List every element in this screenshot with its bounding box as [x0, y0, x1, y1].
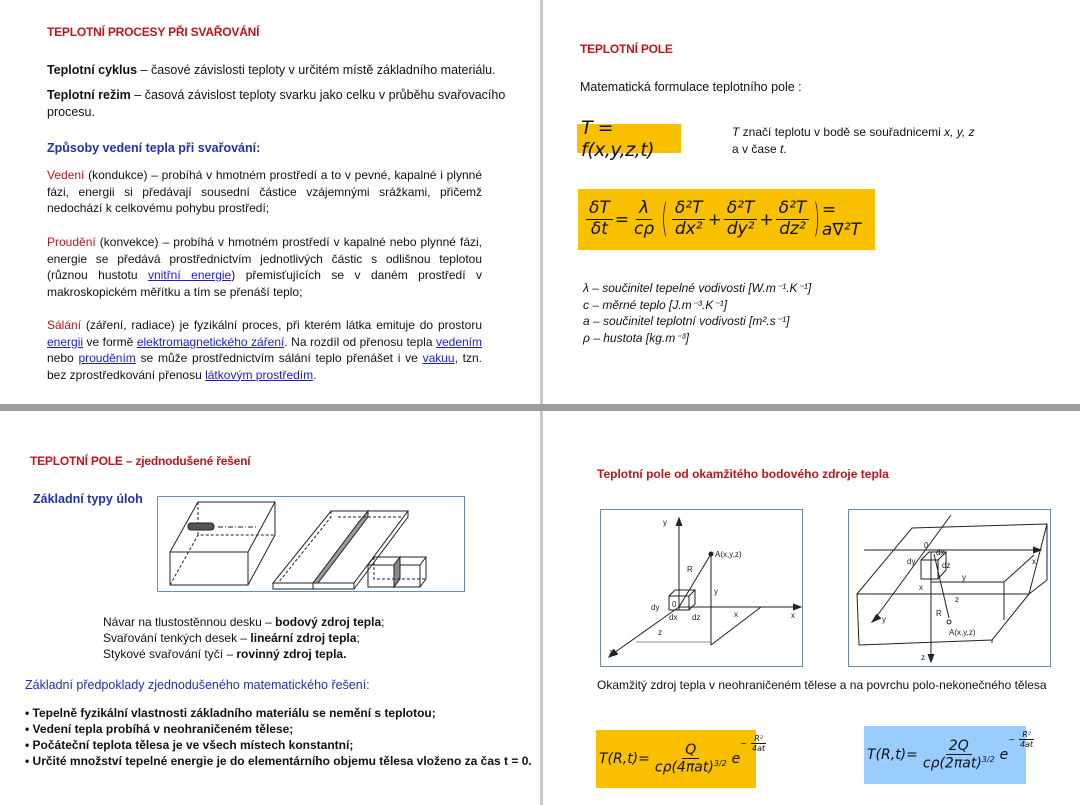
fb-exp-frac — [1017, 730, 1036, 749]
x-value-label-2: x — [919, 583, 923, 592]
conduction-link[interactable]: vedením — [435, 334, 482, 349]
case-3-pre: Stykové svařování tyčí – — [103, 647, 237, 661]
eq-t3-den: dz² — [779, 219, 806, 239]
heat-source-types-figure — [157, 496, 465, 592]
eq-t1-num: δ²T — [672, 199, 706, 220]
fb-fraction — [920, 738, 998, 772]
fa-lhs: T(R,t)= — [599, 751, 650, 767]
dx-label-2: dx — [936, 548, 945, 557]
case-1-pre: Návar na tlustostěnnou desku – — [103, 615, 276, 629]
dy-label-2: dy — [907, 557, 916, 566]
cycle-term: Teplotní cyklus — [47, 63, 138, 77]
eq-t1-den: dx² — [674, 219, 703, 239]
infinite-body-drawing — [601, 510, 802, 666]
eq-t3-num: δ²T — [776, 199, 810, 220]
regime-term: Teplotní režim — [47, 88, 131, 102]
fa-den: cρ(4πat) — [654, 759, 714, 776]
fa-den-wrap — [652, 759, 730, 776]
z-value-label-2: z — [955, 595, 959, 604]
fa-power: 3/2 — [713, 759, 727, 769]
eq-term-z — [776, 199, 810, 239]
eq-coef — [631, 199, 657, 239]
fb-num: 2Q — [946, 738, 972, 755]
assumption-item: • Vedení tepla probíhá v neohraničeném tělese; — [25, 721, 532, 737]
case-2-pre: Svařování tenkých desek – — [103, 631, 251, 645]
eq-term-y — [724, 199, 758, 239]
eq-open-paren: ( — [661, 196, 668, 243]
radiation-text-4: nebo — [47, 351, 79, 365]
legend-a: a – součinitel teplotní vodivosti [m².s⁻¹] — [583, 314, 790, 328]
dz-label-2: dz — [942, 561, 951, 570]
internal-energy-link[interactable]: vnitřní energie — [148, 268, 232, 282]
y-value-label: y — [714, 587, 718, 596]
convection-term: Proudění — [47, 235, 96, 249]
radiation-paragraph — [47, 317, 482, 383]
case-1-post: ; — [381, 615, 385, 629]
convection-link[interactable]: prouděním — [78, 351, 136, 365]
radiation-term: Sálání — [47, 318, 82, 332]
semi-infinite-body-figure — [848, 509, 1051, 667]
y-value-label-2: y — [962, 573, 966, 582]
conduction-term: Vedení — [47, 168, 85, 182]
note-xyz: x, y, z — [944, 125, 975, 139]
radius-label: R — [687, 565, 693, 574]
axis-y-label-2: y — [882, 615, 886, 624]
eq-sign: = — [614, 209, 630, 230]
eq-term-x — [672, 199, 706, 239]
fa-e: e — [731, 751, 741, 767]
eq-rhs: = a∇²T — [821, 199, 861, 240]
radius-label-2: R — [936, 609, 942, 618]
legend-lambda: λ – součinitel tepelné vodivosti [W.m⁻¹.K⁻¹] — [583, 281, 812, 295]
fa-minus: − — [740, 739, 747, 749]
legend-rho: ρ – hustota [kg.m⁻³] — [583, 330, 689, 345]
axis-x-label-2: x — [1032, 557, 1036, 566]
regime-def: – časová závislost teploty svarku jako celku v průběhu svařovacího procesu. — [47, 88, 506, 119]
case-3-bold: rovinný zdroj tepla. — [236, 647, 347, 661]
eq-t2-den: dy² — [726, 219, 755, 239]
point-a-label: A(x,y,z) — [715, 550, 742, 559]
conduction-paragraph — [47, 167, 482, 217]
em-radiation-link[interactable]: elektromagnetického záření — [136, 334, 285, 349]
eq-t2-num: δ²T — [724, 199, 758, 220]
axis-x-label: x — [791, 611, 795, 620]
fa-exp-frac — [749, 734, 768, 753]
eq-lambda: λ — [636, 199, 652, 220]
symbol-legend — [583, 280, 811, 346]
radiation-text-6: , tzn. bez zprostředkování přenosu — [47, 351, 483, 382]
note-dot: . — [783, 141, 787, 156]
vacuum-link[interactable]: vakuu — [422, 351, 455, 365]
fb-e: e — [999, 747, 1009, 763]
convection-paragraph — [47, 234, 482, 300]
radiation-text-7: . — [313, 367, 317, 382]
eq-cp: cρ — [634, 219, 655, 239]
radiation-text-5: se může prostřednictvím sálání teplo přenášet i ve — [135, 351, 423, 365]
axis-z-label: z — [609, 648, 613, 657]
origin-label: 0 — [672, 600, 677, 609]
eq-plus-2: + — [759, 209, 774, 230]
fb-den-wrap — [920, 755, 998, 772]
formula-infinite-body — [596, 730, 766, 788]
radiation-text: (záření, radiace) je fyzikální proces, při kterém látka emituje do prostoru — [81, 318, 482, 332]
radiation-text-2: ve formě — [83, 334, 137, 349]
fb-exp-den: 4at — [1020, 740, 1034, 750]
slide4-title: Teplotní pole od okamžitého bodového zdroje tepla — [597, 467, 889, 481]
fa-fraction — [652, 742, 730, 776]
case-2-bold: lineární zdroj tepla — [250, 631, 357, 645]
eq-close-paren: ) — [813, 196, 820, 243]
eq-lhs-den: δt — [590, 219, 608, 239]
conduction-text: (kondukce) – probíhá v hmotném prostředí a to v pevné, kapalné i plynné fázi, energii si předávají sousední částice vzájemnými srážkami, přičemž nedochází k celkovému pohybu prostředí; — [47, 168, 482, 215]
fb-power: 3/2 — [981, 755, 995, 765]
temperature-regime-definition — [47, 87, 517, 120]
eq-lhs — [586, 199, 613, 239]
slide2-title: TEPLOTNÍ POLE — [580, 42, 673, 56]
case-2-post: ; — [356, 631, 360, 645]
infinite-body-figure — [600, 509, 803, 667]
z-value-label: z — [658, 628, 662, 637]
dy-label: dy — [651, 603, 660, 612]
eq-lhs-num: δT — [586, 199, 613, 220]
dx-label: dx — [669, 613, 678, 622]
case-1-bold: bodový zdroj tepla — [275, 615, 382, 629]
fa-num: Q — [682, 742, 699, 759]
temperature-function-formula — [577, 116, 681, 161]
horizontal-divider — [0, 404, 1080, 411]
axis-y-label: y — [663, 518, 667, 527]
fa-exp-den: 4at — [752, 744, 766, 754]
medium-link[interactable]: látkovým prostředím — [205, 367, 314, 382]
convection-text-2: ) přemisťujících se v daném prostředí v makroskopickém měřítku a tím se přenáší teplo; — [47, 268, 483, 299]
heat-source-cases — [103, 614, 384, 662]
fb-minus: − — [1008, 735, 1015, 745]
fa-exponent — [740, 734, 770, 753]
note-t: T — [732, 125, 740, 139]
slide3-title: TEPLOTNÍ POLE – zjednodušené řešení — [30, 454, 251, 468]
temperature-cycle-definition — [47, 62, 517, 79]
radiation-text-3: . Na rozdíl od přenosu tepla — [284, 334, 436, 349]
case-line-source — [103, 630, 384, 646]
note-text: značí teplotu v bodě se souřadnicemi — [739, 125, 945, 139]
note-text-2: a v čase — [732, 141, 781, 156]
task-types-heading: Základní typy úloh — [33, 492, 143, 506]
point-a-label-2: A(x,y,z) — [949, 628, 976, 637]
fa-exp-num: R² — [751, 734, 766, 744]
semi-infinite-body-drawing — [849, 510, 1050, 666]
energy-link[interactable]: energii — [47, 334, 84, 349]
convection-text: (konvekce) – probíhá v hmotném prostředí v kapalné nebo plynné fázi, energie se předává prostřednictvím jednotlivých částic s odlišnou teplotou (různou hustotu — [47, 235, 482, 282]
formula-t-function: T = f(x,y,z,t) — [581, 116, 655, 161]
slide1-title: TEPLOTNÍ PROCESY PŘI SVAŘOVÁNÍ — [47, 25, 260, 39]
fb-exponent — [1008, 730, 1038, 749]
dz-label: dz — [692, 613, 701, 622]
fb-den: cρ(2πat) — [922, 755, 982, 772]
eq-plus-1: + — [707, 209, 722, 230]
cycle-def: – časové závislosti teploty v určitém místě základního materiálu. — [137, 63, 496, 77]
x-value-label: x — [734, 610, 738, 619]
fb-exp-num: R² — [1019, 730, 1034, 740]
formula-note — [732, 124, 1012, 157]
assumption-item: • Tepelně fyzikální vlastnosti základního materiálu se nemění s teplotou; — [25, 705, 532, 721]
heat-source-types-drawing — [158, 497, 464, 591]
assumption-item: • Určité množství tepelné energie je do elementárního objemu tělesa vloženo za čas t = 0. — [25, 753, 532, 769]
formulation-intro: Matematická formulace teplotního pole : — [580, 80, 802, 94]
axis-z-label-2: z — [921, 653, 925, 662]
fb-lhs: T(R,t)= — [867, 747, 918, 763]
assumption-item: • Počáteční teplota tělesa je ve všech místech konstantní; — [25, 737, 532, 753]
legend-c: c – měrné teplo [J.m⁻³.K⁻¹] — [583, 297, 728, 312]
assumptions-heading: Základní předpoklady zjednodušeného matematického řešení: — [25, 678, 370, 692]
vertical-divider — [540, 0, 543, 805]
note-time: t — [780, 141, 784, 156]
heat-methods-heading: Způsoby vedení tepla při svařování: — [47, 141, 261, 155]
case-point-source — [103, 614, 384, 630]
case-plane-source — [103, 646, 384, 662]
heat-equation — [578, 189, 875, 250]
assumptions-list — [25, 705, 532, 769]
origin-label-2: 0 — [924, 541, 929, 550]
formula-semi-infinite-body — [864, 726, 1034, 784]
source-description: Okamžitý zdroj tepla v neohraničeném tělese a na povrchu polo-nekonečného tělesa — [597, 678, 1047, 692]
